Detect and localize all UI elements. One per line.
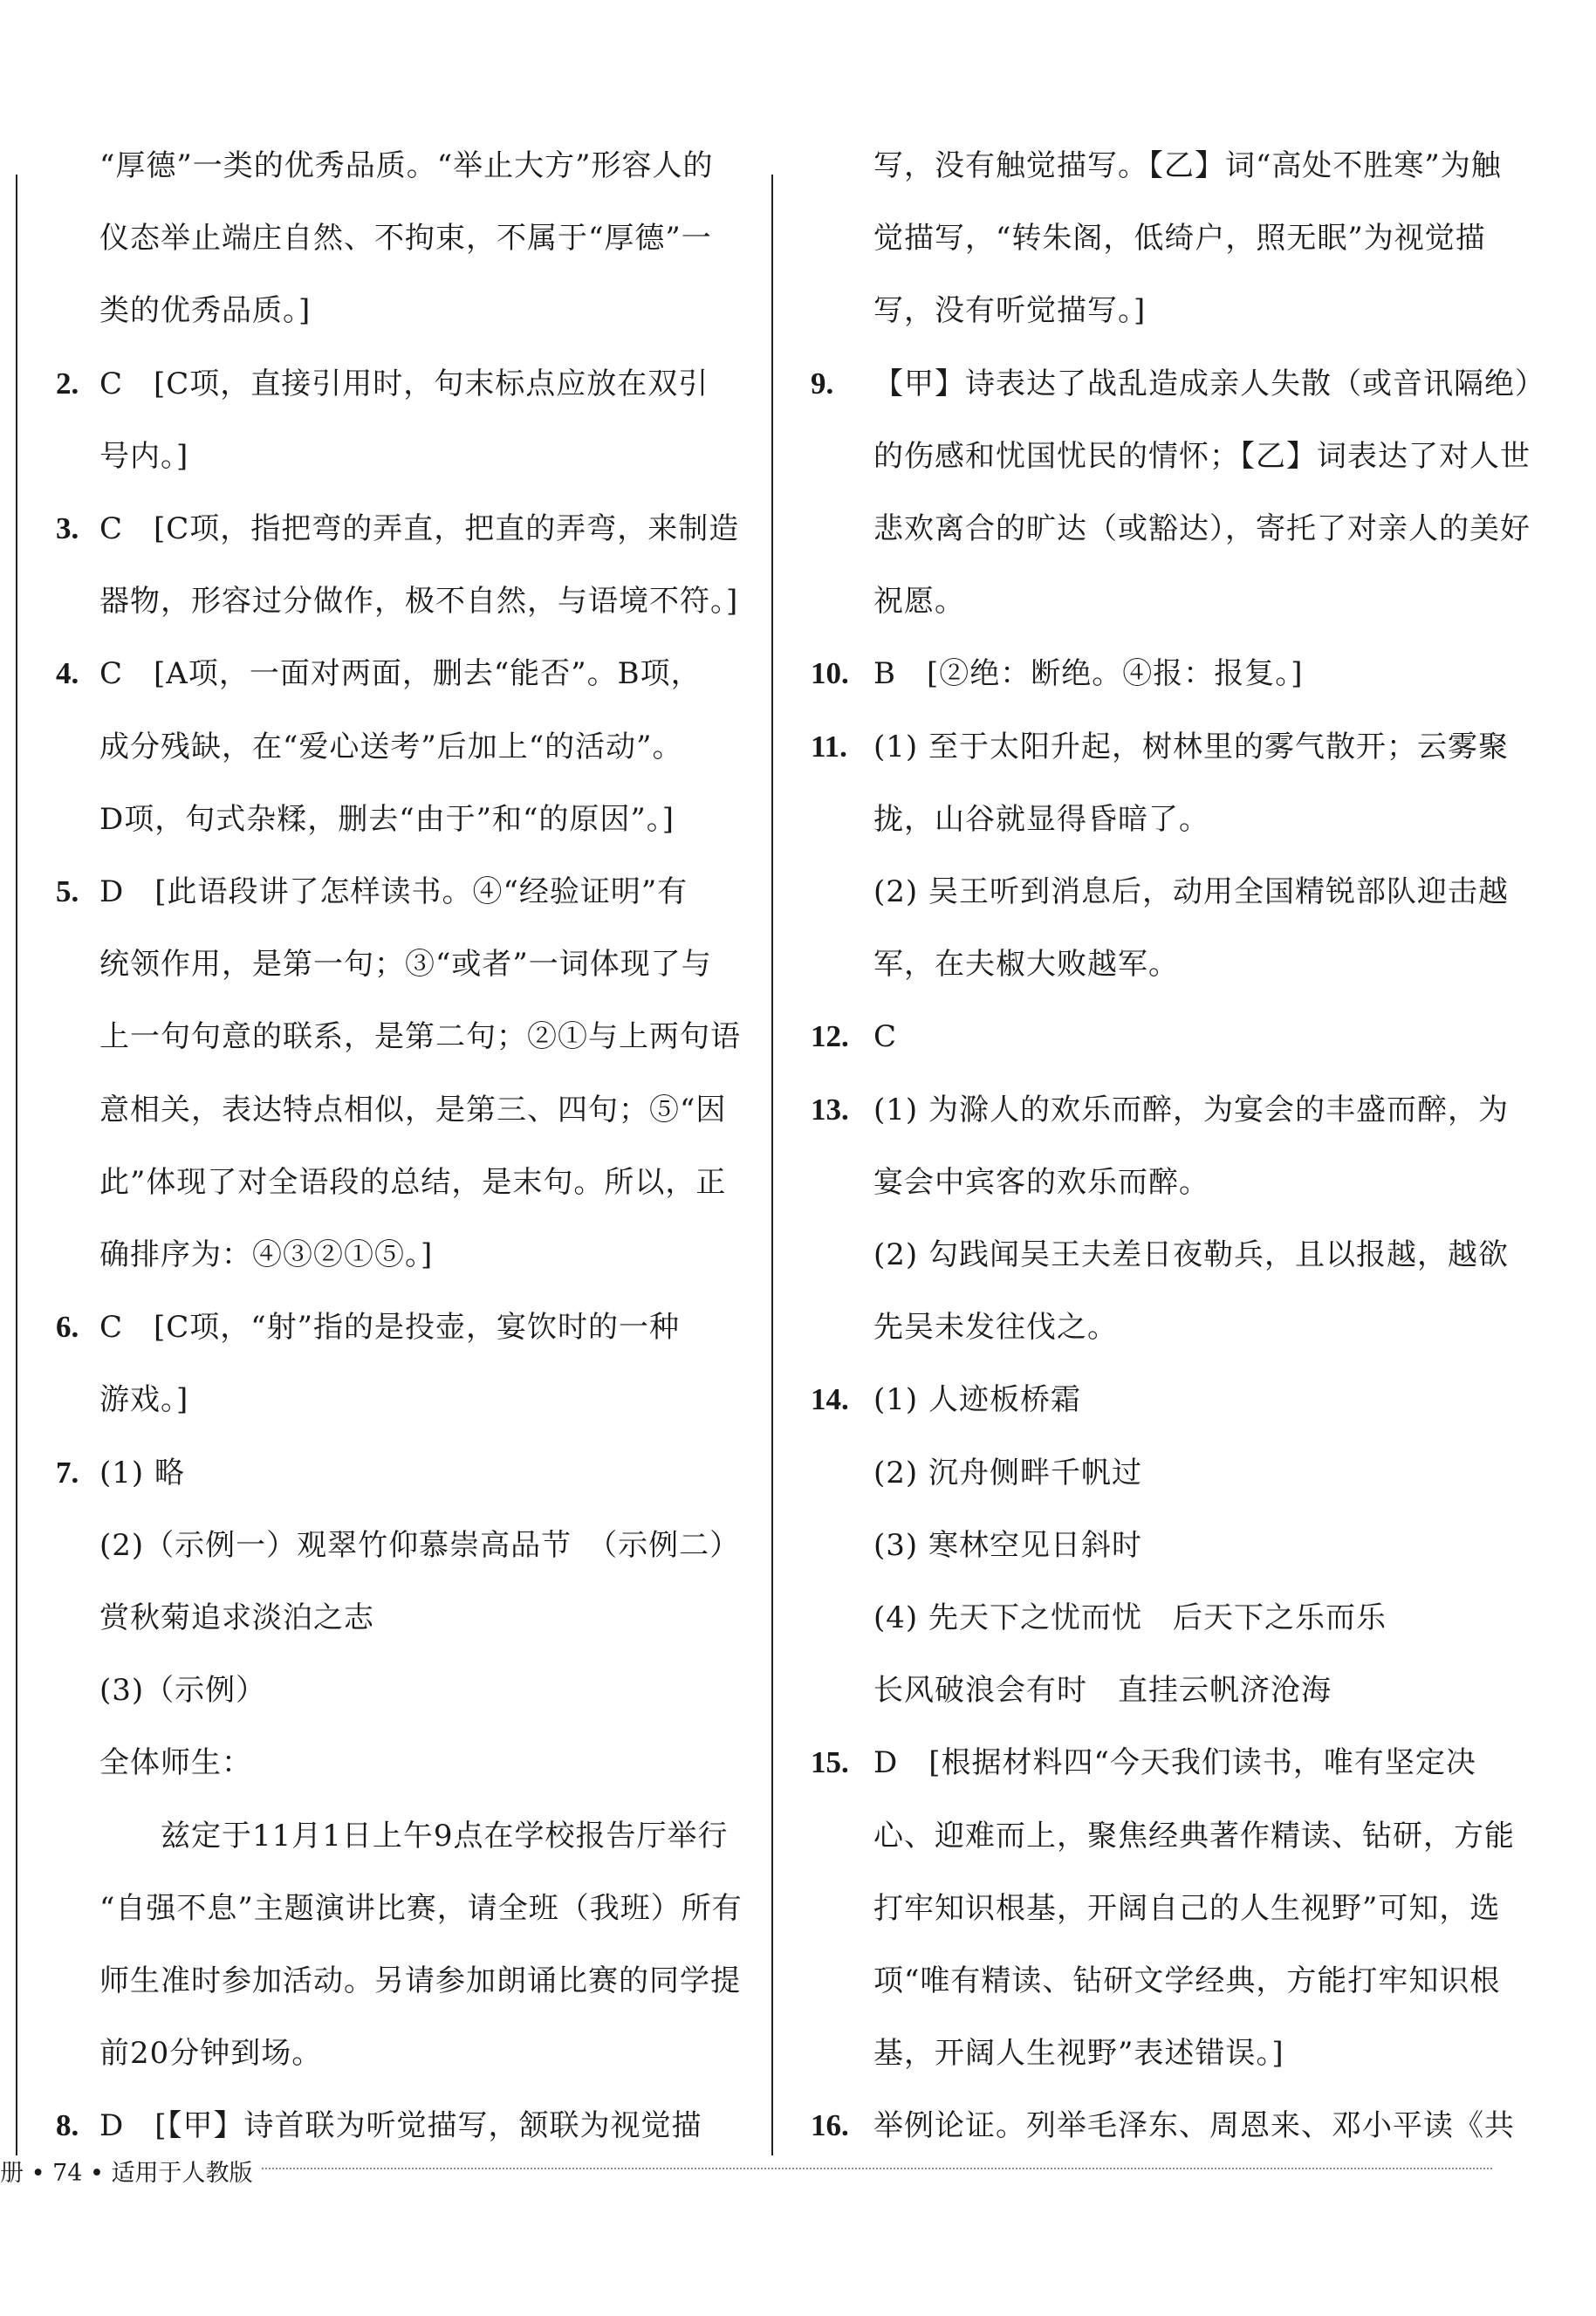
column-divider-rule: [771, 175, 773, 2155]
text-line: 先吴未发往伐之。: [873, 1310, 1118, 1345]
question-number: 12.: [811, 1019, 849, 1053]
text-line: 赏秋菊追求淡泊之志: [99, 1600, 374, 1635]
text-line: D [根据材料四“今天我们读书，唯有坚定决: [873, 1745, 1476, 1780]
text-line: C: [873, 1019, 898, 1054]
text-line: 类的优秀品质。]: [99, 293, 312, 328]
text-line: 师生准时参加活动。另请参加朗诵比赛的同学提: [99, 1963, 741, 1998]
text-line: 拢，山谷就显得昏暗了。: [873, 802, 1209, 837]
text-line: 宴会中宾客的欢乐而醉。: [873, 1165, 1209, 1200]
question-number: 8.: [56, 2108, 79, 2142]
question-number: 3.: [56, 511, 79, 545]
text-line: D项，句式杂糅，删去“由于”和“的原因”。]: [99, 802, 675, 837]
question-number: 6.: [56, 1310, 79, 1344]
text-line: 仪态举止端庄自然、不拘束，不属于“厚德”一: [99, 221, 712, 256]
text-line: C [C项，指把弯的弄直，把直的弄弯，来制造: [99, 511, 740, 546]
text-line: “厚德”一类的优秀品质。“举止大方”形容人的: [99, 148, 714, 183]
text-line: C [C项，直接引用时，句末标点应放在双引: [99, 367, 709, 401]
text-line: 前20分钟到场。: [99, 2036, 323, 2071]
text-line: 觉描写，“转朱阁，低绮户，照无眠”为视觉描: [873, 221, 1486, 256]
text-line: 号内。]: [99, 439, 189, 474]
text-line: 举例论证。列举毛泽东、周恩来、邓小平读《共: [873, 2108, 1515, 2143]
question-number: 5.: [56, 874, 79, 908]
text-line: C [A项，一面对两面，删去“能否”。B项，: [99, 656, 702, 691]
text-line: (2) 吴王听到消息后，动用全国精锐部队迎击越: [873, 874, 1509, 909]
question-number: 11.: [811, 730, 847, 764]
text-line: 兹定于11月1日上午9点在学校报告厅举行: [99, 1819, 729, 1853]
page-footer: 册 • 74 • 适用于人教版: [0, 2160, 253, 2187]
text-line: 心、迎难而上，聚焦经典著作精读、钻研，方能: [873, 1819, 1515, 1853]
question-number: 13.: [811, 1093, 849, 1127]
text-line: B [②绝：断绝。④报：报复。]: [873, 656, 1304, 691]
question-number: 9.: [811, 367, 834, 401]
question-number: 2.: [56, 367, 79, 401]
text-line: (3) 寒林空见日斜时: [873, 1528, 1142, 1563]
text-line: C [C项，“射”指的是投壶，宴饮时的一种: [99, 1310, 681, 1345]
question-number: 14.: [811, 1382, 849, 1416]
text-line: (3)（示例）: [99, 1673, 267, 1708]
text-line: (2)（示例一）观翠竹仰慕崇高品节 （示例二）: [99, 1528, 741, 1563]
text-line: 祝愿。: [873, 584, 965, 619]
text-line: D [【甲】诗首联为听觉描写，颔联为视觉描: [99, 2108, 702, 2143]
question-number: 15.: [811, 1745, 849, 1779]
text-line: 写，没有触觉描写。【乙】词“高处不胜寒”为触: [873, 148, 1502, 183]
text-line: (2) 勾践闻吴王夫差日夜勒兵，且以报越，越欲: [873, 1237, 1509, 1272]
text-line: 的伤感和忧国忧民的情怀；【乙】词表达了对人世: [873, 439, 1531, 474]
text-line: 项“唯有精读、钻研文学经典，方能打牢知识根: [873, 1963, 1501, 1998]
text-line: (4) 先天下之忧而忧 后天下之乐而乐: [873, 1600, 1387, 1635]
text-line: 器物，形容过分做作，极不自然，与语境不符。]: [99, 584, 739, 619]
text-line: 意相关，表达特点相似，是第三、四句；⑤“因: [99, 1093, 727, 1127]
question-number: 7.: [56, 1456, 79, 1490]
text-line: (1) 人迹板桥霜: [873, 1382, 1081, 1417]
text-line: “自强不息”主题演讲比赛，请全班（我班）所有: [99, 1891, 743, 1926]
text-line: 基，开阔人生视野”表述错误。]: [873, 2036, 1284, 2071]
left-margin-rule: [16, 175, 17, 2155]
text-line: 此”体现了对全语段的总结，是末句。所以，正: [99, 1165, 727, 1200]
text-line: 军，在夫椒大败越军。: [873, 947, 1179, 982]
text-line: D [此语段讲了怎样读书。④“经验证明”有: [99, 874, 688, 909]
footer-dotted-rule: [262, 2168, 1492, 2169]
text-line: 悲欢离合的旷达（或豁达），寄托了对亲人的美好: [873, 511, 1531, 546]
text-line: 统领作用，是第一句；③“或者”一词体现了与: [99, 947, 712, 982]
question-number: 16.: [811, 2108, 849, 2142]
text-line: 写，没有听觉描写。]: [873, 293, 1147, 328]
text-line: 上一句句意的联系，是第二句；②①与上两句语: [99, 1019, 741, 1054]
text-line: 成分残缺，在“爱心送考”后加上“的活动”。: [99, 730, 683, 764]
text-line: 长风破浪会有时 直挂云帆济沧海: [873, 1673, 1332, 1708]
text-line: 【甲】诗表达了战乱造成亲人失散（或音讯隔绝）: [873, 367, 1545, 401]
question-number: 10.: [811, 656, 849, 690]
text-line: (1) 略: [99, 1456, 185, 1490]
text-line: 打牢知识根基，开阔自己的人生视野”可知，选: [873, 1891, 1501, 1926]
text-line: (1) 为滁人的欢乐而醉，为宴会的丰盛而醉，为: [873, 1093, 1509, 1127]
question-number: 4.: [56, 656, 79, 690]
text-line: 确排序为：④③②①⑤。]: [99, 1237, 434, 1272]
text-line: 全体师生：: [99, 1745, 252, 1780]
text-line: (1) 至于太阳升起，树林里的雾气散开；云雾聚: [873, 730, 1509, 764]
text-line: (2) 沉舟侧畔千帆过: [873, 1456, 1142, 1490]
text-line: 游戏。]: [99, 1382, 189, 1417]
